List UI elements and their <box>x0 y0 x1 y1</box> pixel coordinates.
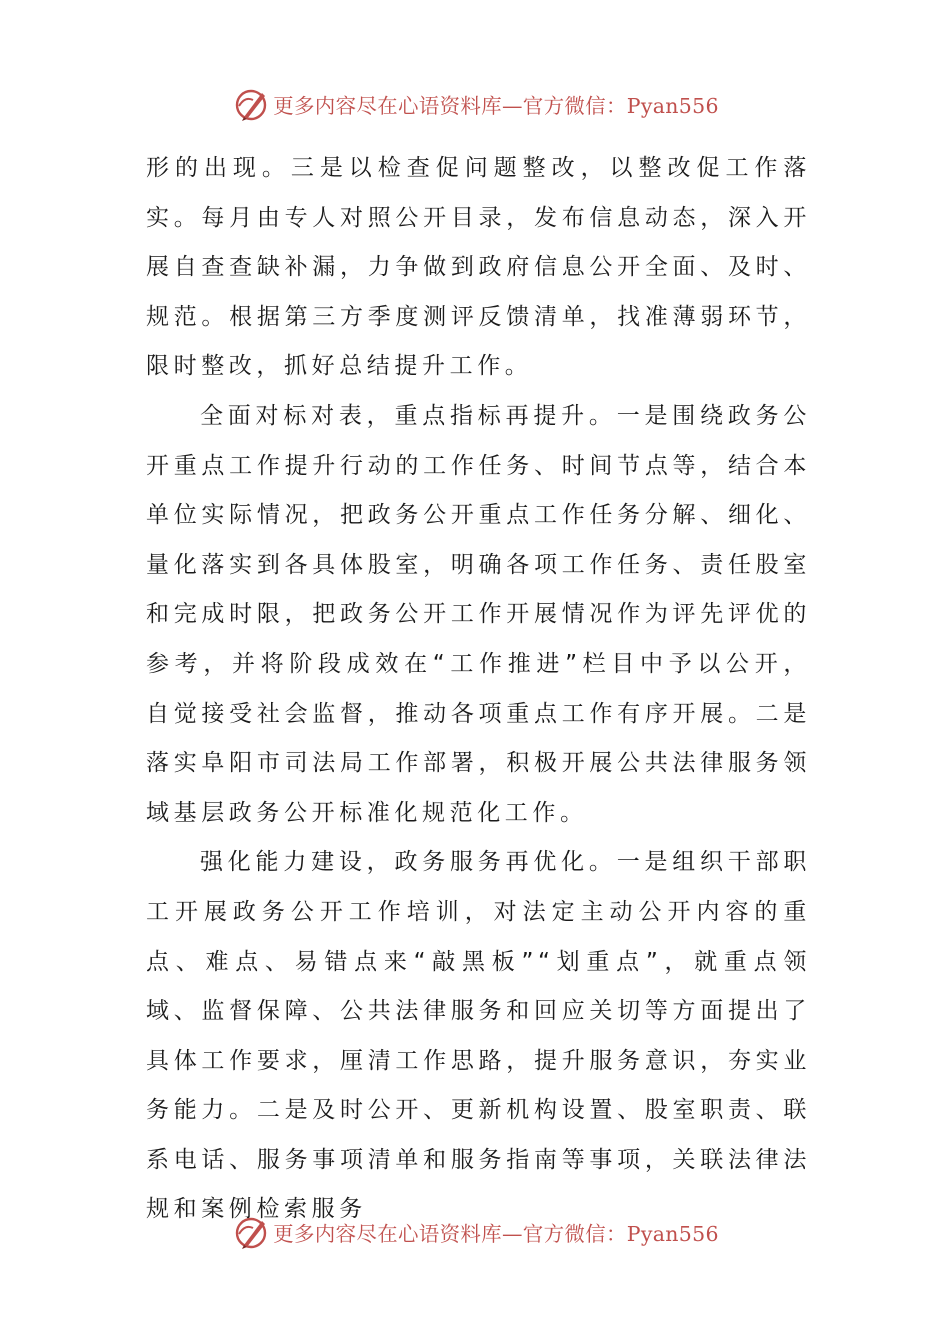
header-watermark-banner <box>0 82 950 126</box>
pen-in-circle-icon <box>231 1212 271 1252</box>
paragraph: 全面对标对表，重点指标再提升。一是围绕政务公开重点工作提升行动的工作任务、时间节点等，结合本单位实际情况，把政务公开重点工作任务分解、细化、量化落实到各具体股室，明确各项工作任务、责任股室和完成时限，把政务公开工作开展情况作为评先评优的参考，并将阶段成效在“工作推进”栏目中予以公开，自觉接受社会监督，推动各项重点工作有序开展。二是落实阜阳市司法局工作部署，积极开展公共法律服务领域基层政务公开标准化规范化工作。 <box>146 402 811 826</box>
paragraph: 强化能力建设，政务服务再优化。一是组织干部职工开展政务公开工作培训，对法定主动公开内容的重点、难点、易错点来“敲黑板”“划重点”，就重点领域、监督保障、公共法律服务和回应关切等方面提出了具体工作要求，厘清工作思路，提升服务意识，夯实业务能力。二是及时公开、更新机构设置、股室职责、联系电话、服务事项清单和服务指南等事项，关联法律法规和案例检索服务 <box>146 849 811 1223</box>
watermark-text: 更多内容尽在心语资料库—官方微信：Pyan556 <box>273 94 719 118</box>
pen-in-circle-icon <box>231 84 271 124</box>
document-body <box>146 144 811 1235</box>
watermark-text: 更多内容尽在心语资料库—官方微信：Pyan556 <box>273 1222 719 1246</box>
footer-watermark-banner <box>0 1210 950 1254</box>
paragraph-continued: 形的出现。三是以检查促问题整改，以整改促工作落实。每月由专人对照公开目录，发布信息动态，深入开展自查查缺补漏，力争做到政府信息公开全面、及时、规范。根据第三方季度测评反馈清单，找准薄弱环节，限时整改，抓好总结提升工作。 <box>146 155 811 380</box>
